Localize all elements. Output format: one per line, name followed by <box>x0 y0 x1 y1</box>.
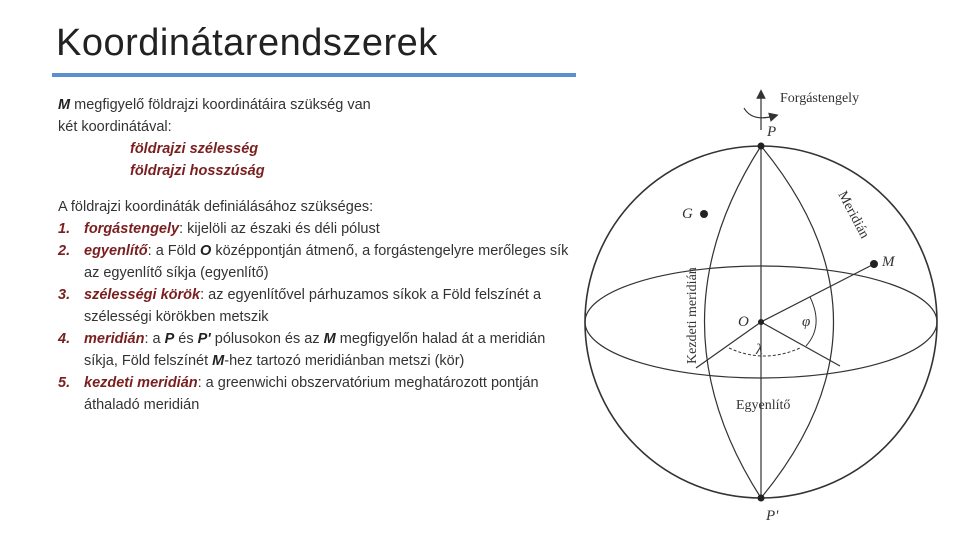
list-item <box>58 240 578 284</box>
text-content <box>58 94 578 416</box>
radius-om <box>761 264 874 322</box>
label-equator: Egyenlítő <box>736 398 791 413</box>
list-term: meridián <box>84 331 145 347</box>
list-term: forgástengely <box>84 221 180 237</box>
list-text: pólusokon és az <box>210 331 324 347</box>
observer-symbol: M <box>58 97 71 113</box>
label-meridian: Meridián <box>834 188 872 242</box>
celestial-sphere-diagram <box>584 78 960 540</box>
pole-symbol: P <box>164 331 175 347</box>
list-number: 1. <box>58 221 71 237</box>
list-item <box>58 284 578 328</box>
list-term: egyenlítő <box>84 243 148 259</box>
list-number: 4. <box>58 331 71 347</box>
list-number: 5. <box>58 375 71 391</box>
list-term: kezdeti meridián <box>84 375 198 391</box>
list-number: 3. <box>58 287 71 303</box>
label-phi: φ <box>802 314 811 330</box>
list-number: 2. <box>58 243 71 259</box>
list-text: : a greenwichi obszervatórium meghatározott pontján áthaladó meridián <box>84 375 539 413</box>
term-latitude: földrajzi szélesség <box>130 141 259 157</box>
list-text: : az egyenlítővel párhuzamos síkok a Föld felszínét a szélességi körökben metszik <box>84 287 542 325</box>
observer-meridian <box>761 146 834 498</box>
point-p <box>758 143 765 150</box>
rotation-arrow <box>744 108 774 118</box>
pole-symbol: P' <box>197 331 211 347</box>
list-text: : a <box>144 331 165 347</box>
page-title: Koordinátarendszerek <box>56 22 438 64</box>
list-item <box>58 372 578 416</box>
observer-symbol: M <box>212 353 225 369</box>
observer-symbol: M <box>323 331 336 347</box>
label-g: G <box>682 206 693 222</box>
label-p-prime: P' <box>766 508 779 524</box>
axis-label: Forgástengely <box>780 91 860 106</box>
label-lambda: λ <box>756 342 763 358</box>
intro-line-1-text: megfigyelő földrajzi koordinátáira szükség van <box>70 97 371 113</box>
list-item <box>58 218 578 240</box>
list-text: és <box>174 331 198 347</box>
list-text: középpontján átmenő, a forgástengelyre merőleges sík az egyenlítő síkja (egyenlítő) <box>84 243 569 281</box>
lambda-angle-arc <box>729 348 800 356</box>
center-symbol: O <box>200 243 212 259</box>
label-prime-meridian: Kezdeti meridián <box>685 267 700 364</box>
label-m: M <box>882 254 895 270</box>
prime-meridian <box>705 146 762 498</box>
list-intro: A földrajzi koordináták definiálásához szükséges: <box>58 199 374 215</box>
point-m <box>870 260 878 268</box>
list-text: : a Föld <box>147 243 201 259</box>
point-g <box>700 210 708 218</box>
label-o: O <box>738 314 749 330</box>
point-o <box>758 319 764 325</box>
point-p-prime <box>758 495 765 502</box>
list-term: szélességi körök <box>84 287 201 303</box>
list-text: : kijelöli az északi és déli pólust <box>179 221 380 237</box>
list-text: -hez tartozó meridiánban metszi (kör) <box>224 353 465 369</box>
term-longitude: földrajzi hosszúság <box>130 163 265 179</box>
label-p: P <box>767 124 777 140</box>
intro-line-2: két koordinátával: <box>58 119 172 135</box>
list-item <box>58 328 578 372</box>
intro-line-1 <box>58 94 578 116</box>
title-underline <box>52 73 576 77</box>
radius-to-equator <box>761 322 840 366</box>
list-text: megfigyelőn halad át a meridián síkja, Föld felszínét <box>84 331 546 369</box>
